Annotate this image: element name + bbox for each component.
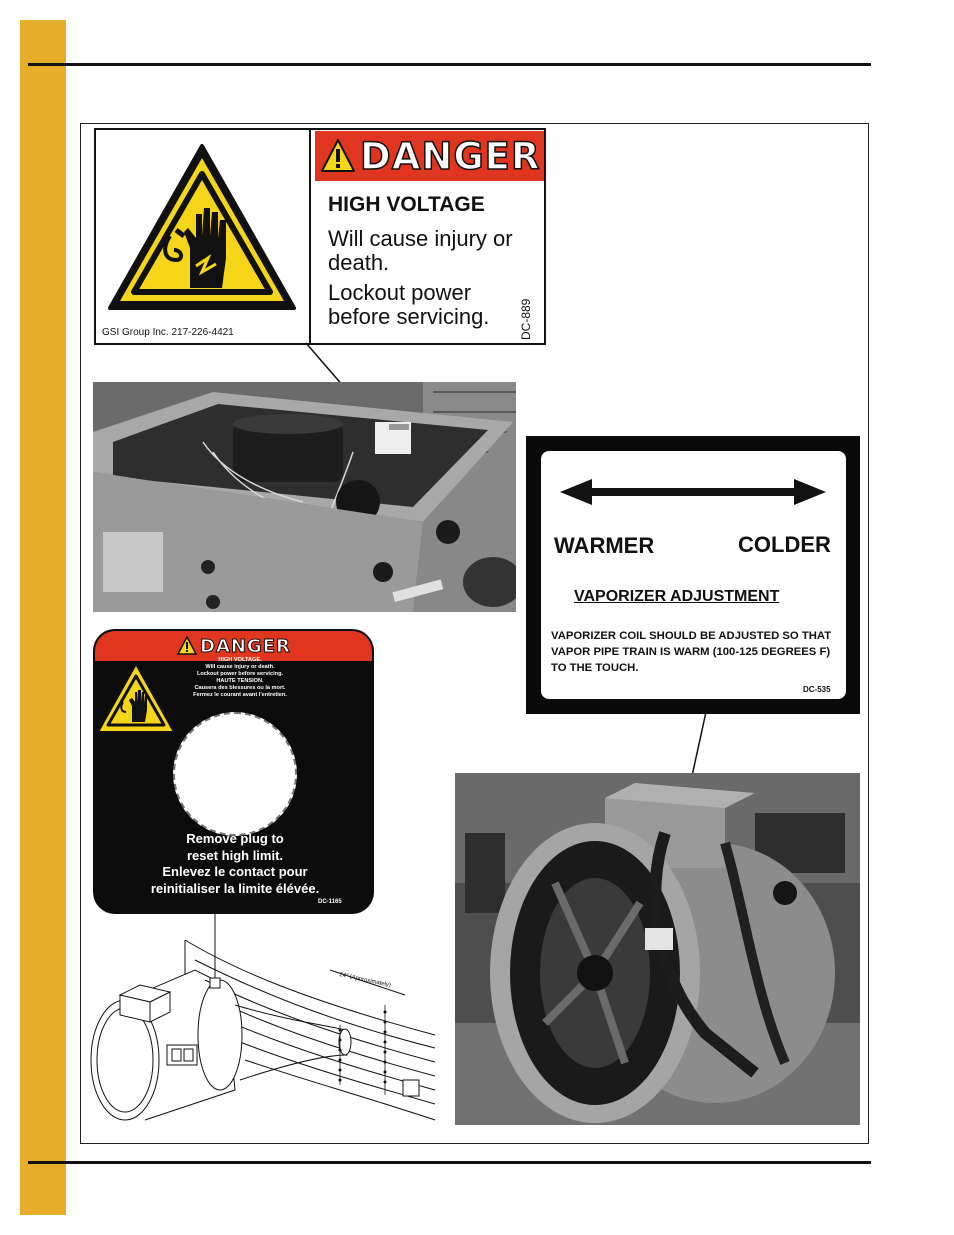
colder-label: COLDER <box>738 532 831 557</box>
instruction-line: Remove plug to <box>186 831 284 846</box>
warmer-label: WARMER <box>554 533 655 558</box>
hazard-consequence: Will cause injury or death. <box>328 226 513 275</box>
company-phone: GSI Group Inc. 217-226-4421 <box>102 327 234 338</box>
vaporizer-title: VAPORIZER ADJUSTMENT <box>574 588 780 605</box>
danger-banner-text: DANGER <box>200 636 291 657</box>
hazard-line: Causera des blessures ou la mort. <box>194 685 286 691</box>
vaporizer-instructions: VAPORIZER COIL SHOULD BE ADJUSTED SO THAT VAPOR PIPE TRAIN IS WARM (100-125 DEGREES F) TO THE TOUCH. <box>551 630 832 674</box>
hazard-instruction: Lockout power before servicing. <box>328 280 490 329</box>
danger-banner-text: DANGER <box>360 135 541 178</box>
electrical-hazard-icon <box>96 662 176 734</box>
hazard-heading: HIGH VOLTAGE <box>328 193 485 216</box>
decal-code: DC-535 <box>803 685 831 694</box>
instruction-line: Enlevez le contact pour <box>162 864 308 879</box>
double-arrow-icon <box>560 477 826 507</box>
hazard-line: Fermez le courant avant l'entretien. <box>193 692 287 698</box>
warning-triangle-icon <box>177 636 197 656</box>
reset-instructions <box>120 831 350 897</box>
control-box-photo <box>93 382 516 612</box>
decal-code: DC-1165 <box>318 899 342 905</box>
hazard-line: Will cause injury or death. <box>205 664 275 670</box>
heater-diagram <box>85 930 440 1135</box>
plug-cutout <box>173 712 297 836</box>
decal-code: DC-889 <box>519 298 533 340</box>
hazard-line: HAUTE TENSION. <box>216 678 264 684</box>
hazard-line: HIGH VOLTAGE. <box>218 657 262 663</box>
hazard-text-bilingual <box>180 657 300 699</box>
measurement-label: 24" (Approximately) <box>338 972 392 989</box>
hazard-line: Lockout power before servicing. <box>196 671 284 677</box>
heater-photo <box>455 773 860 1125</box>
instruction-line: reset high limit. <box>186 847 284 863</box>
instruction-line: reinitialiser la limite élévée. <box>150 880 320 896</box>
